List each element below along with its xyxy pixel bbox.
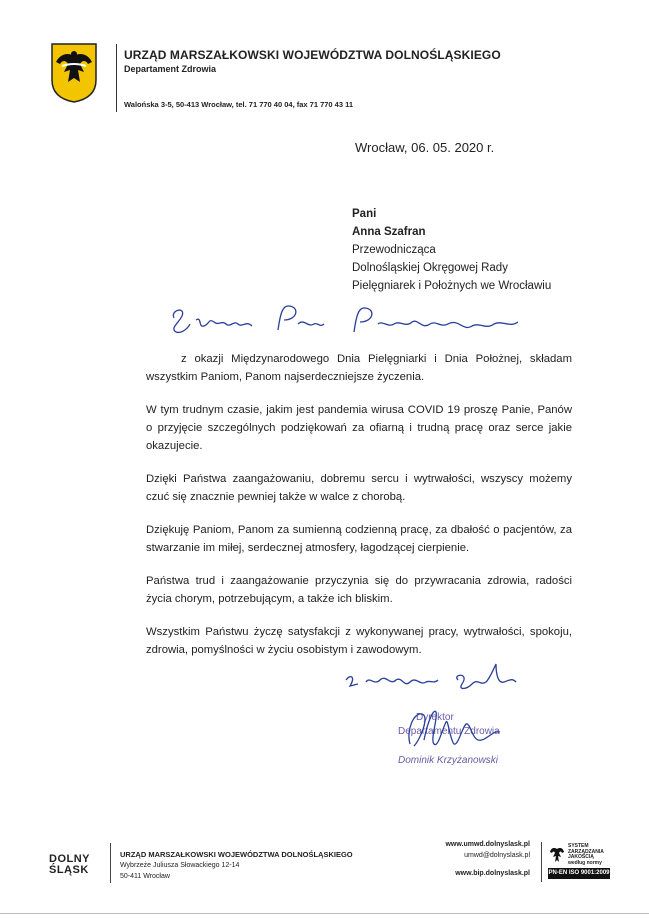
cert-line: JAKOŚCIĄ [568, 854, 594, 860]
cert-line: ZARZĄDZANIA [568, 848, 604, 855]
header-address: Walońska 3-5, 50-413 Wrocław, tel. 71 770 40 04, fax 71 770 43 11 [124, 100, 354, 109]
recipient-org-line1: Dolnośląskiej Okręgowej Rady [352, 262, 508, 274]
iso-badge: PN-EN ISO 9001:2009 [548, 868, 610, 879]
handwritten-closing [340, 660, 520, 702]
letter-paragraph: Dzięki Państwa zaangażowaniu, dobremu sercu i wytrwałości, wszyscy możemy czuć się znacznie pewniej także w walce z chorobą. [146, 473, 572, 503]
director-signature [400, 700, 520, 758]
header-department: Departament Zdrowia [124, 64, 217, 74]
letter-body [146, 350, 572, 674]
footer-bip-link[interactable]: www.bip.dolnyslask.pl [455, 870, 530, 877]
coat-of-arms-icon [50, 42, 98, 104]
footer-divider-right [541, 842, 542, 882]
stamp-department: Departamentu Zdrowia [398, 726, 500, 737]
stamp-title: Dyrektor [416, 712, 454, 723]
eagle-icon [549, 846, 565, 864]
recipient-org-line2: Pielęgniarek i Położnych we Wrocławiu [352, 280, 552, 292]
stamp-name: Dominik Krzyżanowski [398, 755, 499, 766]
footer-city: 50-411 Wrocław [120, 873, 170, 880]
footer-logo-line2: ŚLĄSK [49, 864, 89, 876]
footer-email-link[interactable]: umwd@dolnyslask.pl [464, 852, 530, 859]
cert-line: według normy [568, 859, 602, 866]
letter-date: Wrocław, 06. 05. 2020 r. [355, 140, 495, 155]
handwritten-greeting [168, 298, 528, 342]
cert-line: SYSTEM [568, 843, 589, 849]
letter-paragraph: Wszystkim Państwu życzę satysfakcji z wykonywanej pracy, wytrwałości, spokoju, zdrowia, pomyślności w życiu osobistym i zawodowym. [146, 626, 572, 656]
footer-logo-line1: DOLNY [49, 853, 90, 865]
footer-divider [110, 843, 111, 883]
footer-street: Wybrzeże Juliusza Słowackiego 12-14 [120, 862, 240, 869]
recipient-block [352, 205, 551, 295]
letter-paragraph: Państwa trud i zaangażowanie przyczynia się do przywracania zdrowia, radości życia chorym, potrzebującym, a także ich bliskim. [146, 575, 572, 605]
letter-paragraph: W tym trudnym czasie, jakim jest pandemia wirusa COVID 19 proszę Panie, Panów o przyjęcie szczególnych podziękowań za ofiarną i trudną pracę oraz serce jakie okazujecie. [146, 404, 572, 452]
certification-text [568, 844, 604, 866]
recipient-name: Anna Szafran [352, 226, 426, 238]
footer-website-link[interactable]: www.umwd.dolnyslask.pl [445, 841, 530, 848]
footer-logo [49, 854, 90, 876]
header-organization: URZĄD MARSZAŁKOWSKI WOJEWÓDZTWA DOLNOŚLĄSKIEGO [124, 48, 501, 62]
letter-paragraph: z okazji Międzynarodowego Dnia Pielęgniarki i Dnia Położnej, składam wszystkim Paniom, Panom najserdeczniejsze życzenia. [146, 353, 572, 383]
recipient-title: Przewodnicząca [352, 244, 436, 256]
bottom-edge-line [0, 913, 649, 914]
recipient-salutation: Pani [352, 208, 377, 220]
letter-paragraph: Dziękuję Paniom, Panom za sumienną codzienną pracę, za dbałość o pacjentów, za stwarzanie im miłej, serdecznej atmosfery, łagodzącej cierpienie. [146, 524, 572, 554]
footer-organization: URZĄD MARSZAŁKOWSKI WOJEWÓDZTWA DOLNOŚLĄSKIEGO [120, 850, 353, 859]
header-divider [116, 44, 117, 112]
